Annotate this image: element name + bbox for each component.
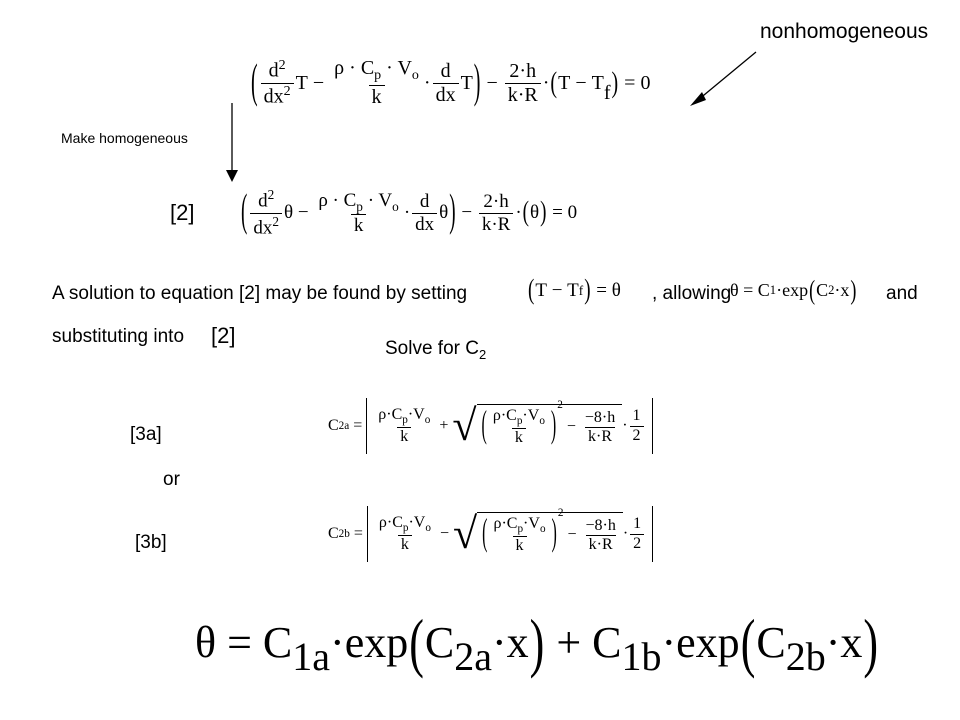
and-text: and (886, 283, 918, 304)
d-dx-fraction: $\frac{d}{dx}$ (433, 60, 459, 107)
2h-over-kR: $\frac{2\cdot h}{k\cdot R}$ (505, 60, 541, 107)
solution-text: A solution to equation [2] may be found by setting (52, 283, 468, 304)
substitution-expression: ( T − T f ) = θ (528, 274, 621, 306)
eq2-tag: [2] (170, 200, 195, 225)
substituting-text: substituting into (52, 326, 185, 347)
allowing-text: , allowing (652, 283, 732, 304)
T-symbol: T (295, 71, 308, 94)
equation-3b: C 2b = $\frac{\rho\cdot C_p\cdot V_o}{k}$ − √ ( $\frac{\rho\cdot C_p\cdot V_o}{k}$ ) $^2$ − $\frac{-8\cdot h}{k\cdot R}$ · $\frac{1}{2}$ (328, 488, 653, 580)
tag-3b: [3b] (135, 532, 167, 553)
solve-for-label: Solve for $C_2$ (385, 338, 487, 362)
equation-nonhomogeneous: ( $\frac{d^2}{dx^2}$ T − $\frac{\rho \cdot C_p \cdot V_o}{k}$ · $\frac{d}{dx}$ T ) − $\frac{2\cdot h}{k\cdot R}$ · ( T − T $_f$ ) = 0 (250, 40, 650, 126)
close-paren: ) (473, 55, 481, 109)
d2-dx2-fraction: $\frac{d^2}{dx^2}$ (261, 58, 294, 108)
tag-3a: [3a] (130, 424, 162, 445)
general-solution: θ = C $_{1a}$ · exp ( C $_{2a}$ · x ) + C $_{1b}$ · exp ( C $_{2b}$ · x ) (195, 605, 879, 679)
equation-3a: C 2a = $\frac{\rho\cdot C_p\cdot V_o}{k}$ + √ ( $\frac{\rho\cdot C_p\cdot V_o}{k}$ ) $^2$ − $\frac{-8\cdot h}{k\cdot R}$ · $\frac{1}{2}$ (328, 380, 653, 472)
trial-solution: θ = C 1 · exp ( C 2 · x ) (730, 274, 857, 305)
eq2-reference: [2] (211, 323, 236, 348)
make-homogeneous-label: Make homogeneous (61, 130, 188, 146)
minus-sign: − (312, 71, 325, 94)
equation-homogeneous: ( $\frac{d^2}{dx^2}$ θ − $\frac{\rho \cdot C_p \cdot V_o}{k}$ · $\frac{d}{dx}$ θ ) − $\frac{2\cdot h}{k\cdot R}$ · ( θ ) = 0 (241, 186, 578, 238)
open-paren: ( (251, 55, 258, 109)
nonhomogeneous-label: nonhomogeneous (760, 20, 929, 43)
rho-cp-v-over-k: $\frac{\rho \cdot C_p \cdot V_o}{k}$ (334, 57, 419, 108)
or-label: or (163, 469, 180, 490)
